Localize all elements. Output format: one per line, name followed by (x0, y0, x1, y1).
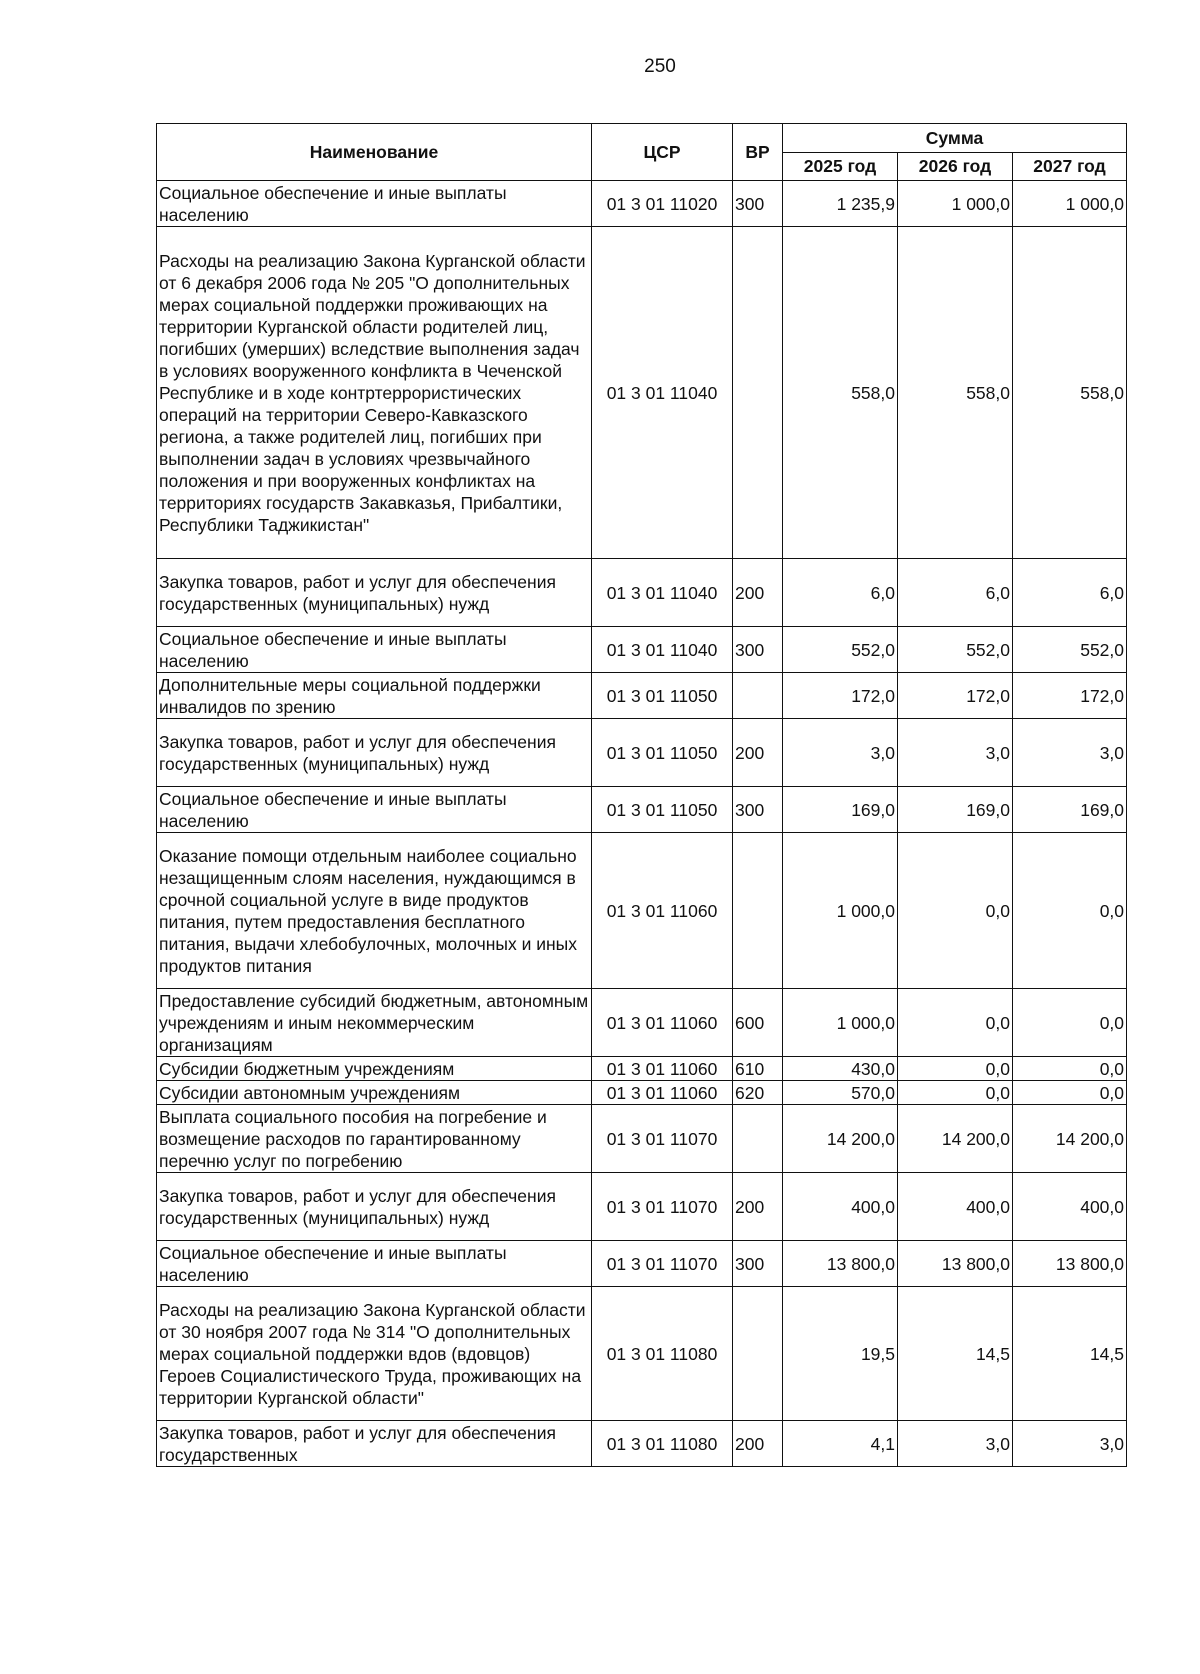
row-csr: 01 3 01 11040 (592, 227, 733, 559)
row-sum-2026: 0,0 (898, 1057, 1013, 1081)
row-sum-2027: 3,0 (1013, 719, 1127, 787)
row-sum-2027: 0,0 (1013, 1081, 1127, 1105)
table-row (157, 1173, 1127, 1241)
row-csr: 01 3 01 11060 (592, 1057, 733, 1081)
row-sum-2025: 552,0 (783, 627, 898, 673)
row-sum-2026: 0,0 (898, 1081, 1013, 1105)
table-row (157, 719, 1127, 787)
row-sum-2026: 3,0 (898, 719, 1013, 787)
row-vr: 200 (733, 1173, 783, 1241)
table-row (157, 673, 1127, 719)
row-sum-2025: 4,1 (783, 1421, 898, 1467)
row-sum-2025: 1 000,0 (783, 989, 898, 1057)
row-sum-2027: 169,0 (1013, 787, 1127, 833)
table-row (157, 1421, 1127, 1467)
row-csr: 01 3 01 11060 (592, 1081, 733, 1105)
row-name: Оказание помощи отдельным наиболее социально незащищенным слоям населения, нуждающимся в срочной социальной услуге в виде продуктов питания, путем предоставления бесплатного питания, выдачи хлебобулочных, молочных и иных продуктов питания (157, 833, 592, 989)
row-sum-2026: 13 800,0 (898, 1241, 1013, 1287)
row-name: Выплата социального пособия на погребение и возмещение расходов по гарантированному перечню услуг по погребению (157, 1105, 592, 1173)
row-name: Закупка товаров, работ и услуг для обеспечения государственных (муниципальных) нужд (157, 719, 592, 787)
row-csr: 01 3 01 11060 (592, 989, 733, 1057)
row-name: Закупка товаров, работ и услуг для обеспечения государственных (157, 1421, 592, 1467)
row-csr: 01 3 01 11020 (592, 181, 733, 227)
row-sum-2025: 1 235,9 (783, 181, 898, 227)
row-sum-2026: 14,5 (898, 1287, 1013, 1421)
row-sum-2025: 400,0 (783, 1173, 898, 1241)
row-vr: 600 (733, 989, 783, 1057)
row-sum-2026: 172,0 (898, 673, 1013, 719)
row-sum-2025: 3,0 (783, 719, 898, 787)
row-sum-2025: 14 200,0 (783, 1105, 898, 1173)
row-sum-2027: 3,0 (1013, 1421, 1127, 1467)
header-year-2027: 2027 год (1013, 152, 1127, 181)
table-row (157, 989, 1127, 1057)
row-vr (733, 833, 783, 989)
row-sum-2025: 430,0 (783, 1057, 898, 1081)
row-vr (733, 1287, 783, 1421)
row-vr: 300 (733, 627, 783, 673)
row-vr: 300 (733, 787, 783, 833)
table-row (157, 181, 1127, 227)
row-sum-2025: 570,0 (783, 1081, 898, 1105)
row-csr: 01 3 01 11070 (592, 1241, 733, 1287)
header-year-2025: 2025 год (783, 152, 898, 181)
row-sum-2026: 558,0 (898, 227, 1013, 559)
row-vr (733, 1105, 783, 1173)
row-sum-2027: 558,0 (1013, 227, 1127, 559)
row-sum-2026: 6,0 (898, 559, 1013, 627)
row-vr: 200 (733, 1421, 783, 1467)
row-vr (733, 673, 783, 719)
row-sum-2026: 169,0 (898, 787, 1013, 833)
row-sum-2027: 0,0 (1013, 1057, 1127, 1081)
row-csr: 01 3 01 11050 (592, 673, 733, 719)
row-sum-2025: 19,5 (783, 1287, 898, 1421)
table-row (157, 1057, 1127, 1081)
row-sum-2025: 169,0 (783, 787, 898, 833)
row-sum-2027: 13 800,0 (1013, 1241, 1127, 1287)
row-name: Дополнительные меры социальной поддержки инвалидов по зрению (157, 673, 592, 719)
row-sum-2027: 0,0 (1013, 989, 1127, 1057)
row-sum-2026: 0,0 (898, 833, 1013, 989)
row-sum-2026: 14 200,0 (898, 1105, 1013, 1173)
header-vr: ВР (733, 124, 783, 181)
row-sum-2026: 0,0 (898, 989, 1013, 1057)
table-row (157, 559, 1127, 627)
table-row (157, 627, 1127, 673)
row-vr: 620 (733, 1081, 783, 1105)
row-sum-2025: 6,0 (783, 559, 898, 627)
row-vr: 200 (733, 559, 783, 627)
row-csr: 01 3 01 11080 (592, 1421, 733, 1467)
page-number: 250 (644, 56, 676, 77)
row-sum-2025: 1 000,0 (783, 833, 898, 989)
budget-table (156, 123, 1127, 1467)
row-vr: 610 (733, 1057, 783, 1081)
table-body (157, 181, 1127, 1467)
row-name: Закупка товаров, работ и услуг для обеспечения государственных (муниципальных) нужд (157, 559, 592, 627)
row-sum-2027: 1 000,0 (1013, 181, 1127, 227)
row-csr: 01 3 01 11040 (592, 627, 733, 673)
header-sum: Сумма (783, 124, 1127, 153)
row-csr: 01 3 01 11060 (592, 833, 733, 989)
table-row (157, 1081, 1127, 1105)
row-csr: 01 3 01 11080 (592, 1287, 733, 1421)
header-csr: ЦСР (592, 124, 733, 181)
row-name: Закупка товаров, работ и услуг для обеспечения государственных (муниципальных) нужд (157, 1173, 592, 1241)
row-sum-2027: 400,0 (1013, 1173, 1127, 1241)
row-sum-2025: 558,0 (783, 227, 898, 559)
row-name: Социальное обеспечение и иные выплаты населению (157, 627, 592, 673)
row-name: Субсидии автономным учреждениям (157, 1081, 592, 1105)
row-csr: 01 3 01 11070 (592, 1105, 733, 1173)
row-name: Расходы на реализацию Закона Курганской области от 30 ноября 2007 года № 314 "О дополнительных мерах социальной поддержки вдов (вдовцов) Героев Социалистического Труда, проживающих на территории Курганской области" (157, 1287, 592, 1421)
table-row (157, 1287, 1127, 1421)
table-row (157, 1241, 1127, 1287)
row-vr: 300 (733, 1241, 783, 1287)
row-sum-2027: 172,0 (1013, 673, 1127, 719)
row-sum-2027: 552,0 (1013, 627, 1127, 673)
row-sum-2027: 0,0 (1013, 833, 1127, 989)
row-name: Субсидии бюджетным учреждениям (157, 1057, 592, 1081)
row-name: Расходы на реализацию Закона Курганской области от 6 декабря 2006 года № 205 "О дополнительных мерах социальной поддержки проживающих на территории Курганской области родителей лиц, погибших (умерших) вследствие выполнения задач в условиях вооруженного конфликта в Чеченской Республике и в ходе контртеррористических операций на территории Северо-Кавказского региона, а также родителей лиц, погибших при выполнении задач в условиях чрезвычайного положения и при вооруженных конфликтах на территориях государств Закавказья, Прибалтики, Республики Таджикистан" (157, 227, 592, 559)
header-name: Наименование (157, 124, 592, 181)
row-name: Социальное обеспечение и иные выплаты населению (157, 1241, 592, 1287)
row-sum-2027: 14,5 (1013, 1287, 1127, 1421)
row-csr: 01 3 01 11050 (592, 787, 733, 833)
row-name: Предоставление субсидий бюджетным, автономным учреждениям и иным некоммерческим организациям (157, 989, 592, 1057)
row-sum-2026: 400,0 (898, 1173, 1013, 1241)
table-row (157, 787, 1127, 833)
table-row (157, 227, 1127, 559)
row-name: Социальное обеспечение и иные выплаты населению (157, 787, 592, 833)
row-vr (733, 227, 783, 559)
row-csr: 01 3 01 11050 (592, 719, 733, 787)
row-sum-2027: 6,0 (1013, 559, 1127, 627)
row-sum-2026: 3,0 (898, 1421, 1013, 1467)
row-sum-2025: 13 800,0 (783, 1241, 898, 1287)
header-year-2026: 2026 год (898, 152, 1013, 181)
row-vr: 200 (733, 719, 783, 787)
table-row (157, 833, 1127, 989)
row-name: Социальное обеспечение и иные выплаты населению (157, 181, 592, 227)
row-sum-2027: 14 200,0 (1013, 1105, 1127, 1173)
row-csr: 01 3 01 11070 (592, 1173, 733, 1241)
row-vr: 300 (733, 181, 783, 227)
table-row (157, 1105, 1127, 1173)
row-csr: 01 3 01 11040 (592, 559, 733, 627)
row-sum-2026: 552,0 (898, 627, 1013, 673)
row-sum-2025: 172,0 (783, 673, 898, 719)
row-sum-2026: 1 000,0 (898, 181, 1013, 227)
